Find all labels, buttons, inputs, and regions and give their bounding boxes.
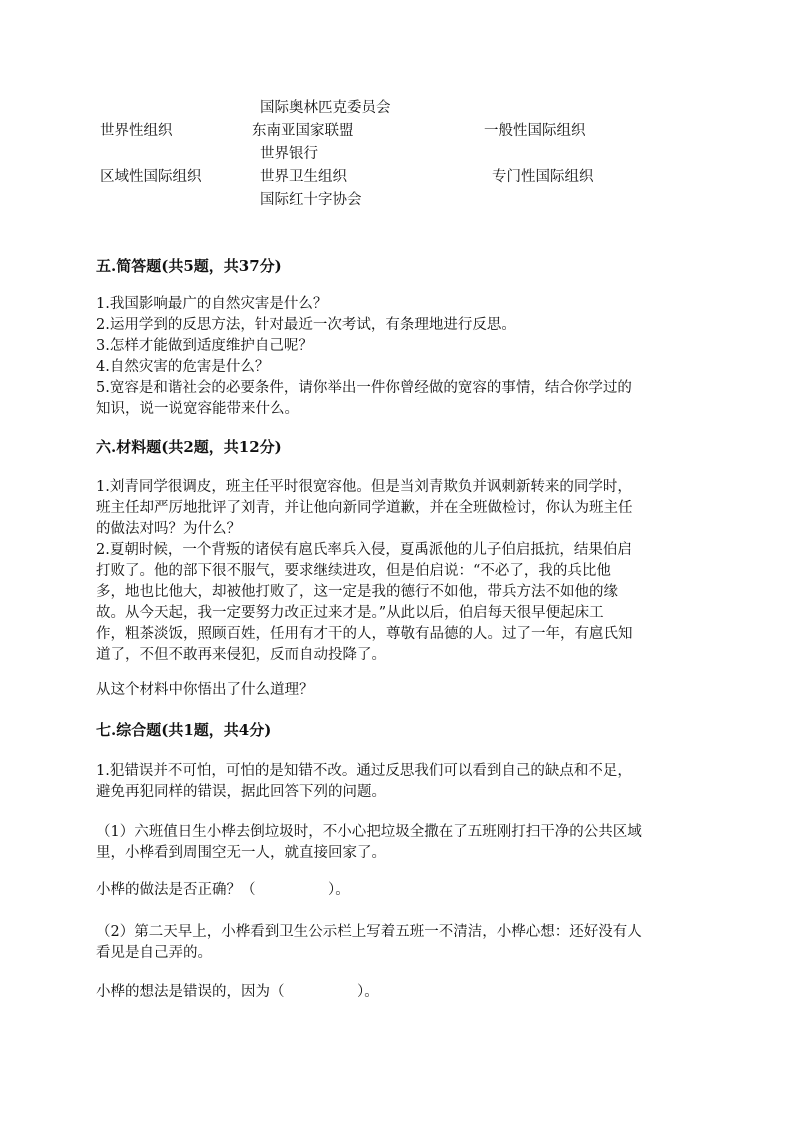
match-middle-item: 国际红十字协会 — [260, 192, 362, 208]
question-line: 故。从今天起，我一定要努力改正过来才是。”从此以后，伯启每天很早便起床工 — [96, 605, 604, 621]
section-title-material: 六.材料题(共2题，共12分) — [96, 438, 282, 456]
question-line: 4.自然灾害的危害是什么？ — [96, 359, 270, 375]
question-line: 5.宽容是和谐社会的必要条件，请你举出一件你曾经做的宽容的事情，结合你学过的 — [96, 380, 632, 396]
question-line: 打败了。他的部下很不服气，要求继续进攻，但是伯启说：“不必了，我的兵比他 — [96, 563, 611, 579]
material-q1 — [96, 477, 706, 540]
question-line: 3.怎样才能做到适度维护自己呢？ — [96, 338, 313, 354]
comprehensive-part1 — [96, 822, 706, 864]
material-q2 — [96, 540, 706, 666]
question-line: 看见是自己弄的。 — [96, 945, 212, 961]
match-right-item: 一般性国际组织 — [484, 123, 586, 139]
question-line: （1）六班值日生小桦去倒垃圾时，不小心把垃圾全撒在了五班刚打扫干净的公共区域 — [96, 824, 642, 840]
match-middle-item: 东南亚国家联盟 — [252, 123, 354, 139]
comprehensive-part2 — [96, 922, 706, 964]
material-q2-prompt: 从这个材料中你悟出了什么道理？ — [96, 682, 314, 698]
match-left-item: 区域性国际组织 — [100, 169, 202, 185]
question-line: 2.运用学到的反思方法，针对最近一次考试，有条理地进行反思。 — [96, 317, 516, 333]
question-line: 2.夏朝时候，一个背叛的诸侯有扈氏率兵入侵，夏禹派他的儿子伯启抵抗，结果伯启 — [96, 542, 632, 558]
question-line: 1.我国影响最广的自然灾害是什么？ — [96, 296, 328, 312]
question-line: 知识，说一说宽容能带来什么。 — [96, 401, 299, 417]
match-left-item: 世界性组织 — [100, 123, 173, 139]
match-right-item: 专门性国际组织 — [492, 169, 594, 185]
question-line: 1.犯错误并不可怕，可怕的是知错不改。通过反思我们可以看到自己的缺点和不足， — [96, 763, 632, 779]
question-line: 1.刘青同学很调皮，班主任平时很宽容他。但是当刘青欺负并讽刺新转来的同学时， — [96, 479, 632, 495]
comprehensive-intro — [96, 761, 706, 803]
section-title-short-answer: 五.简答题(共5题，共37分) — [96, 257, 282, 275]
question-line: 道了，不但不敢再来侵犯，反而自动投降了。 — [96, 647, 386, 663]
match-middle-item: 世界卫生组织 — [260, 169, 347, 185]
question-line: （2）第二天早上，小桦看到卫生公示栏上写着五班一不清洁，小桦心想：还好没有人 — [96, 924, 642, 940]
question-line: 里，小桦看到周围空无一人，就直接回家了。 — [96, 845, 386, 861]
comprehensive-part1-question: 小桦的做法是否正确？（ ）。 — [96, 882, 350, 898]
comprehensive-part2-question: 小桦的想法是错误的，因为（ ）。 — [96, 984, 379, 1000]
section-title-comprehensive: 七.综合题(共1题，共4分) — [96, 721, 272, 739]
question-line: 多，地也比他大，却被他打败了，这一定是我的德行不如他，带兵方法不如他的缘 — [96, 584, 618, 600]
match-middle-item: 世界银行 — [260, 146, 318, 162]
question-line: 的做法对吗？为什么？ — [96, 521, 241, 537]
question-line: 班主任却严厉地批评了刘青，并让他向新同学道歉，并在全班做检讨，你认为班主任 — [96, 500, 633, 516]
question-line: 作，粗茶淡饭，照顾百姓，任用有才干的人，尊敬有品德的人。过了一年，有扈氏知 — [96, 626, 633, 642]
question-line: 避免再犯同样的错误，据此回答下列的问题。 — [96, 784, 386, 800]
match-middle-item: 国际奥林匹克委员会 — [260, 100, 391, 116]
short-answer-list — [96, 294, 706, 420]
